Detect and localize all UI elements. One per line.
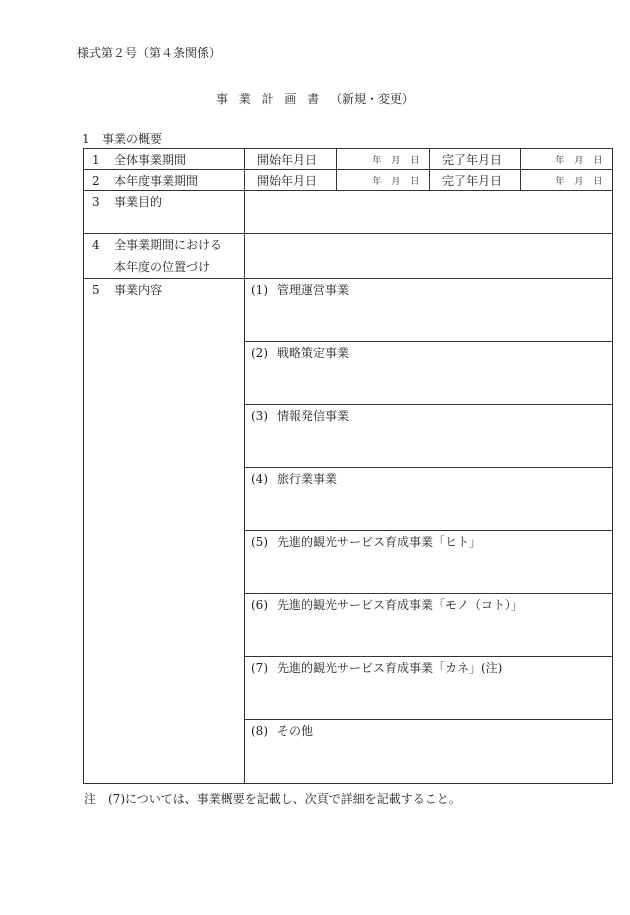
row-label-line2: 本年度の位置づけ	[114, 260, 211, 274]
section-heading	[82, 130, 162, 147]
row-label: 全体事業期間	[114, 152, 187, 167]
table-row-content	[84, 279, 613, 784]
row-label: 本年度事業期間	[114, 173, 199, 188]
start-date-field[interactable]: 年 月 日	[337, 170, 430, 191]
table-row-overall-period	[84, 149, 613, 170]
content-item-things[interactable]	[245, 594, 612, 657]
this-year-period-label-cell	[84, 170, 245, 191]
table-row-positioning	[84, 234, 613, 279]
document-title	[0, 90, 630, 107]
item-number: (1)	[251, 283, 268, 297]
end-date-label: 完了年月日	[430, 170, 521, 191]
row-label: 事業内容	[114, 283, 163, 297]
content-item-information[interactable]	[245, 405, 612, 468]
business-plan-table	[83, 148, 613, 784]
row-number: 2	[92, 173, 100, 188]
content-item-people[interactable]	[245, 531, 612, 594]
table-row-purpose	[84, 191, 613, 234]
table-row-this-year-period	[84, 170, 613, 191]
purpose-label-cell	[84, 191, 245, 234]
start-date-label: 開始年月日	[245, 149, 337, 170]
item-number: (7)	[251, 661, 268, 675]
content-items-cell	[245, 279, 613, 784]
content-label-cell	[84, 279, 245, 784]
item-number: (3)	[251, 409, 268, 423]
section-title: 事業の概要	[102, 132, 163, 146]
item-number: (6)	[251, 598, 268, 612]
purpose-field[interactable]	[245, 191, 613, 234]
footnote: 注 (7)については、事業概要を記載し、次頁で詳細を記載すること。	[84, 792, 461, 806]
end-date-label: 完了年月日	[430, 149, 521, 170]
document-title-main: 事業計画書	[215, 92, 330, 106]
item-label: 旅行業事業	[277, 472, 338, 486]
section-number: 1	[82, 132, 90, 146]
content-item-money[interactable]	[245, 657, 612, 720]
row-number: 4	[92, 238, 100, 252]
row-number: 3	[92, 195, 100, 209]
item-label: 先進的観光サービス育成事業「モノ（コト）」	[277, 598, 523, 612]
start-date-label: 開始年月日	[245, 170, 337, 191]
overall-period-label-cell	[84, 149, 245, 170]
content-item-other[interactable]	[245, 720, 612, 783]
item-number: (8)	[251, 724, 268, 738]
content-item-travel[interactable]	[245, 468, 612, 531]
end-date-field[interactable]: 年 月 日	[521, 149, 613, 170]
item-label: 戦略策定事業	[277, 346, 350, 360]
content-item-strategy[interactable]	[245, 342, 612, 405]
row-number: 1	[92, 152, 100, 167]
item-label: 情報発信事業	[277, 409, 350, 423]
positioning-field[interactable]	[245, 234, 613, 279]
row-label: 事業目的	[114, 195, 163, 209]
content-item-management[interactable]	[245, 279, 612, 342]
item-number: (2)	[251, 346, 268, 360]
item-label: その他	[277, 724, 314, 738]
form-number-label: 様式第２号（第４条関係）	[77, 46, 222, 60]
end-date-field[interactable]: 年 月 日	[521, 170, 613, 191]
item-label: 管理運営事業	[277, 283, 350, 297]
document-title-sub: （新規・変更）	[330, 92, 415, 106]
row-label-line1: 全事業期間における	[114, 238, 223, 252]
start-date-field[interactable]: 年 月 日	[337, 149, 430, 170]
item-number: (4)	[251, 472, 268, 486]
item-label: 先進的観光サービス育成事業「カネ」(注)	[277, 661, 503, 675]
item-label: 先進的観光サービス育成事業「ヒト」	[277, 535, 482, 549]
positioning-label-cell	[84, 234, 245, 279]
item-number: (5)	[251, 535, 268, 549]
row-number: 5	[92, 283, 100, 297]
